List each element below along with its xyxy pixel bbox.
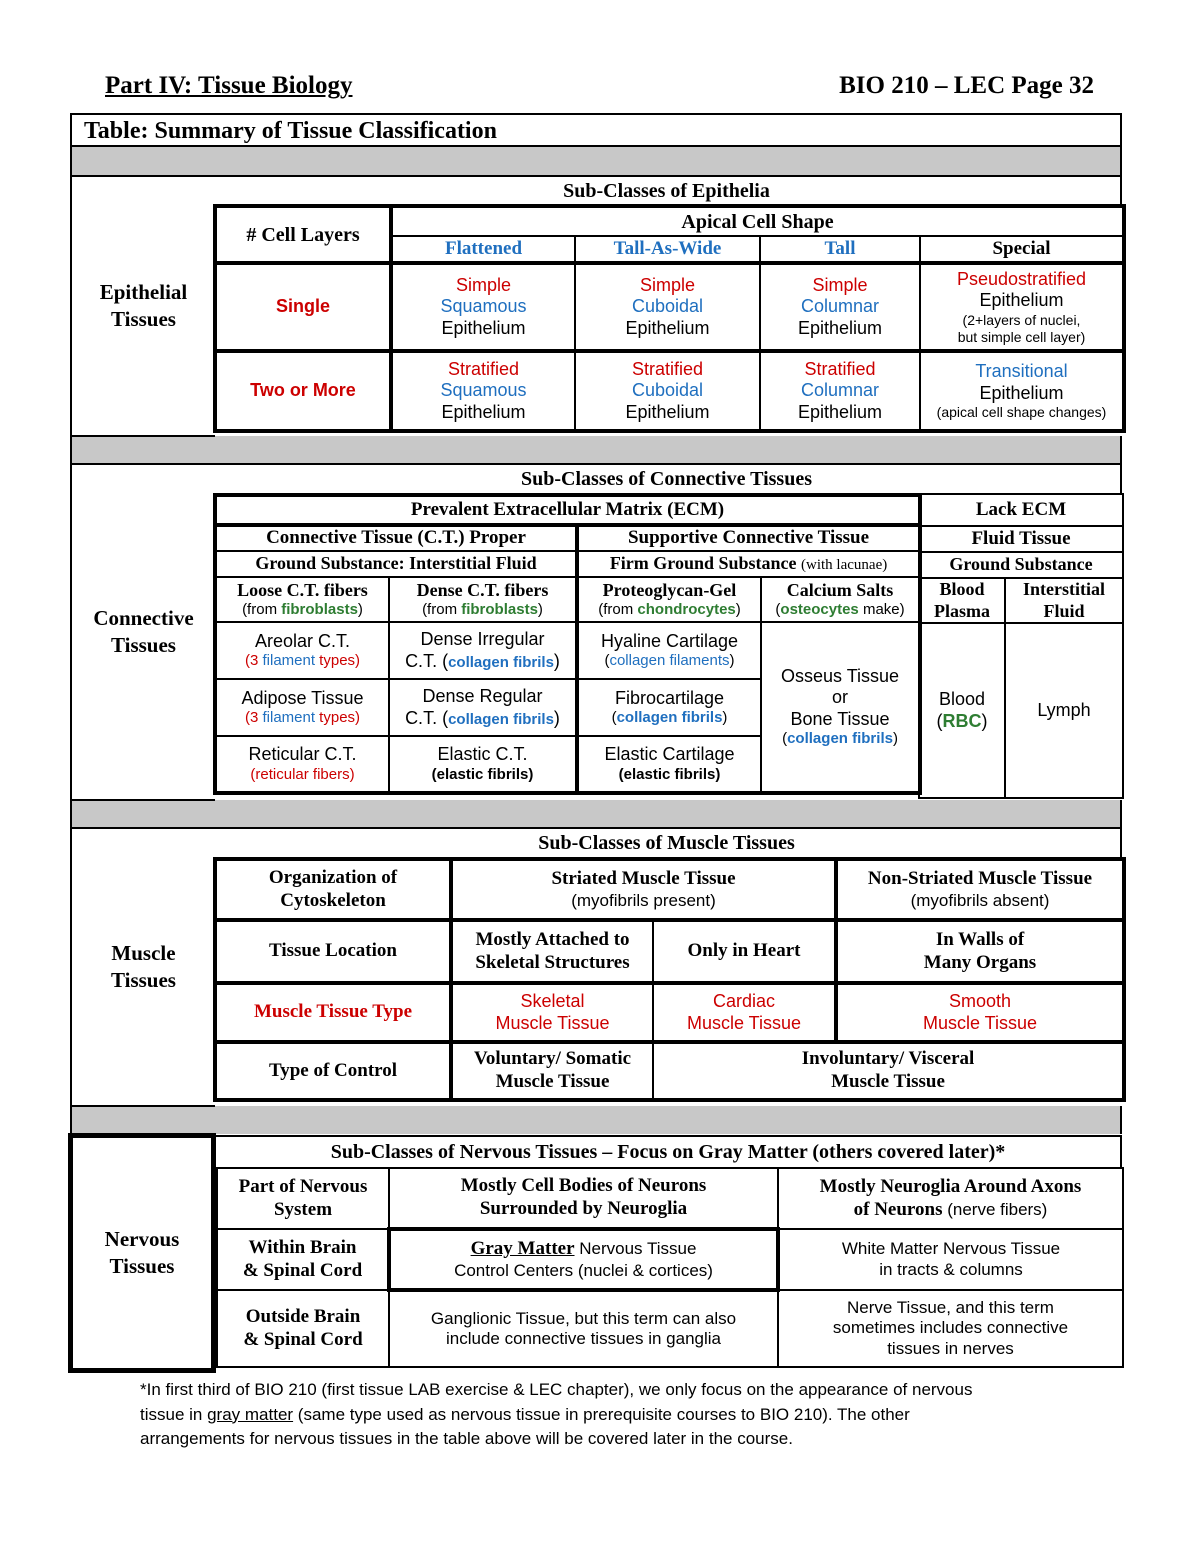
matrix-title: Calcium Salts	[786, 579, 894, 600]
label-line: Within Brain	[248, 1236, 357, 1258]
fiber-name: (elastic fibrils)	[618, 765, 721, 783]
within-brain-label	[217, 1229, 389, 1290]
lack-ecm-table	[918, 493, 1124, 799]
muscle-subtitle-row	[213, 827, 1122, 857]
note-part: types)	[315, 652, 361, 670]
tissue-name: or	[832, 687, 849, 708]
shape-word: Cuboidal	[631, 380, 704, 401]
connective-subtitle-row	[213, 463, 1122, 493]
gs-firm-header	[577, 551, 920, 577]
tissue-word: Epithelium	[441, 401, 526, 422]
shape-tall: Tall	[760, 236, 920, 263]
footnote	[140, 1378, 1130, 1452]
tissue-word: Epithelium	[441, 317, 526, 338]
fiber-name: collagen fibrils	[616, 709, 723, 727]
nervous-subtitle-row	[216, 1135, 1122, 1167]
note-part: filament	[262, 652, 316, 670]
label-line: White Matter Nervous Tissue	[841, 1239, 1061, 1259]
nervous-label	[68, 1133, 216, 1373]
transitional-cell	[920, 351, 1124, 431]
label-line: Tissues	[111, 968, 176, 992]
tissue-word: Epithelium	[979, 290, 1064, 311]
label-line: Muscle Tissue	[495, 1012, 610, 1033]
label-line: Non-Striated Muscle Tissue	[867, 867, 1093, 889]
epithelia-subtitle-row	[213, 175, 1122, 205]
ecm-table	[213, 493, 922, 795]
gray-matter-cell	[389, 1229, 778, 1290]
attached-skeletal-cell	[451, 920, 653, 983]
label-line: Plasma	[934, 600, 990, 621]
note-part: )	[722, 709, 728, 727]
fibrocartilage	[577, 679, 761, 736]
tissue-name: Dense Regular	[422, 685, 543, 706]
cell-name: RBC	[942, 710, 982, 731]
note-part: )	[357, 601, 363, 619]
ct-proper-header: Connective Tissue (C.T.) Proper	[215, 525, 577, 551]
blood-plasma	[919, 578, 1005, 623]
note-part: )	[735, 601, 741, 619]
label-line: & Spinal Cord	[242, 1259, 363, 1281]
cell-layers-header: # Cell Layers	[215, 206, 391, 263]
note-part: )	[553, 707, 560, 728]
type-word: Stratified	[631, 358, 704, 379]
label-line: Muscle Tissue	[831, 1071, 945, 1092]
label-line: Mostly Neuroglia Around Axons	[819, 1175, 1082, 1197]
tissue-name: Adipose Tissue	[241, 687, 364, 708]
note-part: )	[537, 601, 543, 619]
note-part: (	[936, 710, 943, 731]
dense-ct-fibers	[389, 577, 577, 622]
type-word: Stratified	[447, 358, 520, 379]
label-line: Organization of	[268, 866, 398, 888]
label-line: Mostly Cell Bodies of Neurons	[460, 1175, 707, 1197]
label-line: Muscle Tissue	[686, 1012, 802, 1033]
label-line: Tissues	[109, 1254, 175, 1278]
blood-tissue	[919, 623, 1005, 798]
lack-ecm-header: Lack ECM	[919, 494, 1123, 526]
ganglionic-cell	[389, 1290, 778, 1367]
gray-separator	[70, 1106, 1122, 1134]
label-line: Skeletal Structures	[475, 951, 630, 973]
footnote-line: *In first third of BIO 210 (first tissue LAB exercise & LEC chapter), we only focus on the appearance of nervous	[140, 1380, 973, 1399]
fiber-name: reticular fibers	[255, 765, 350, 783]
tissue-word: Epithelium	[625, 317, 710, 338]
note-line: Control Centers (nuclei & cortices)	[454, 1260, 713, 1280]
label-line: Many Organs	[923, 951, 1037, 973]
fiber-name: (elastic fibrils)	[431, 765, 534, 783]
note-part: (	[611, 709, 617, 727]
footnote-line: arrangements for nervous tissues in the table above will be covered later in the course.	[140, 1429, 793, 1449]
epithelial-label	[70, 175, 215, 437]
tissue-name: Elastic Cartilage	[604, 744, 735, 765]
outside-brain-label	[217, 1290, 389, 1367]
label-line: Fluid	[1043, 600, 1085, 621]
page-course-label: BIO 210 – LEC Page 32	[839, 72, 1094, 99]
dense-regular-ct	[389, 679, 577, 736]
type-word: Stratified	[804, 358, 876, 379]
note-part: C.T. (	[405, 650, 449, 671]
ground-substance-header: Ground Substance	[919, 552, 1123, 578]
involuntary-cell	[653, 1042, 1124, 1100]
table-title: Table: Summary of Tissue Classification	[70, 113, 1122, 147]
proteoglycan-gel	[577, 577, 761, 622]
calcium-salts	[761, 577, 920, 622]
tissue-name: Reticular C.T.	[248, 744, 357, 765]
two-or-more-label: Two or More	[215, 351, 391, 431]
tissue-location-label: Tissue Location	[215, 920, 451, 983]
note-part: )	[553, 650, 560, 671]
gray-separator	[70, 800, 1122, 828]
muscle-table	[213, 857, 1126, 1102]
adipose-tissue	[215, 679, 389, 736]
note-line: (myofibrils present)	[571, 890, 716, 910]
tissue-name: Elastic C.T.	[437, 744, 528, 765]
smooth-cell	[836, 983, 1124, 1042]
gray-separator	[70, 147, 1122, 176]
note-part: )	[892, 730, 898, 748]
tissue-name: Hyaline Cartilage	[600, 630, 739, 651]
cell-bodies-cell	[389, 1168, 778, 1229]
shape-word: Squamous	[440, 380, 527, 401]
note-line: (2+layers of nuclei,	[962, 311, 1081, 328]
note-line: but simple cell layer)	[957, 328, 1086, 345]
type-word: Simple	[455, 274, 512, 295]
label-line: Blood	[939, 579, 985, 599]
note-part: (	[775, 601, 781, 619]
stratified-cuboidal-cell	[575, 351, 760, 431]
tissue-word: Epithelium	[625, 401, 710, 422]
cell-name: fibroblasts	[281, 601, 358, 619]
cell-name: fibroblasts	[461, 601, 538, 619]
note-part: types)	[315, 709, 361, 727]
muscle-label	[70, 827, 215, 1107]
tissue-name: Bone Tissue	[790, 708, 890, 729]
tissue-word: Epithelium	[797, 401, 883, 422]
areolar-ct	[215, 622, 389, 679]
section-subtitle: Sub-Classes of Connective Tissues	[521, 468, 812, 490]
reticular-ct	[215, 736, 389, 793]
label-line: System	[273, 1198, 333, 1220]
label-line: Tissues	[111, 307, 176, 331]
single-layer-label: Single	[215, 263, 391, 351]
fiber-name: collagen filaments	[609, 652, 730, 670]
tissue-name: Osseus Tissue	[781, 665, 900, 686]
footnote-part: (same type used as nervous tissue in prerequisite courses to BIO 210). The other	[293, 1404, 910, 1424]
note-line: (myofibrils absent)	[910, 890, 1050, 910]
label-part: Nervous Tissue	[574, 1238, 697, 1258]
note-part: (3	[244, 709, 263, 727]
type-word: Simple	[639, 274, 696, 295]
shape-word: Columnar	[800, 296, 880, 317]
label-line: & Spinal Cord	[243, 1328, 363, 1350]
tissue-name: Blood	[938, 689, 986, 710]
note-line: sometimes includes connective	[832, 1318, 1069, 1338]
lymph-tissue: Lymph	[1005, 623, 1123, 798]
shape-flattened: Flattened	[391, 236, 575, 263]
cardiac-cell	[653, 983, 836, 1042]
label-line: Muscle Tissue	[495, 1071, 610, 1092]
note-part: (3	[244, 652, 263, 670]
note-part: (from	[422, 601, 462, 619]
note-part: C.T. (	[405, 707, 449, 728]
note-part: )	[981, 710, 988, 731]
note-part: (	[250, 765, 256, 783]
epithelia-table	[213, 204, 1126, 433]
note-part: filament	[262, 709, 316, 727]
org-cytoskeleton-label	[215, 859, 451, 920]
footnote-part: tissue in	[140, 1404, 208, 1424]
tissue-word: Epithelium	[979, 382, 1064, 403]
gs-firm-text: Firm Ground Substance	[609, 553, 797, 574]
fiber-title: Loose C.T. fibers	[237, 579, 368, 600]
note-part: (from	[598, 601, 638, 619]
note-line: Nerve Tissue, and this term	[847, 1297, 1054, 1317]
supportive-ct-header: Supportive Connective Tissue	[577, 525, 920, 551]
elastic-cartilage	[577, 736, 761, 793]
tissue-word: Epithelium	[797, 317, 883, 338]
hyaline-cartilage	[577, 622, 761, 679]
simple-squamous-cell	[391, 263, 575, 351]
label-line: Interstitial	[1023, 579, 1105, 599]
note-line: (apical cell shape changes)	[936, 404, 1107, 421]
fiber-name: collagen fibrils	[448, 710, 554, 728]
interstitial-fluid	[1005, 578, 1123, 623]
label-line: Cytoskeleton	[280, 889, 386, 911]
note-part: (	[782, 730, 788, 748]
walls-organs-cell	[836, 920, 1124, 983]
simple-cuboidal-cell	[575, 263, 760, 351]
note-line: include connective tissues in ganglia	[445, 1329, 721, 1348]
footnote-gray-matter: gray matter	[207, 1404, 294, 1424]
matrix-title: Proteoglycan-Gel	[602, 579, 737, 600]
note-part: (nerve fibers)	[942, 1199, 1048, 1219]
shape-word: Columnar	[800, 380, 880, 401]
label-line: Skeletal	[520, 990, 585, 1011]
label-line: Part of Nervous	[238, 1175, 368, 1197]
nerve-tissue-cell	[778, 1290, 1123, 1367]
fiber-name: collagen fibrils	[448, 653, 554, 671]
nervous-table	[216, 1167, 1124, 1368]
note-part: )	[729, 652, 735, 670]
shape-special: Special	[920, 236, 1124, 263]
note-part: )	[349, 765, 355, 783]
shape-tall-as-wide: Tall-As-Wide	[575, 236, 760, 263]
label-line: Muscle Tissue	[922, 1012, 1038, 1033]
note-line: Ganglionic Tissue, but this term can also	[430, 1308, 737, 1328]
fiber-title: Dense C.T. fibers	[416, 579, 549, 600]
note-part: (from	[242, 601, 282, 619]
gray-matter-term: Gray Matter	[470, 1237, 575, 1259]
loose-ct-fibers	[215, 577, 389, 622]
label-line: Surrounded by Neuroglia	[479, 1198, 688, 1219]
connective-label	[70, 463, 215, 801]
section-subtitle: Sub-Classes of Nervous Tissues – Focus on Gray Matter (others covered later)*	[330, 1141, 1006, 1163]
gs-interstitial-header: Ground Substance: Interstitial Fluid	[215, 551, 577, 577]
stratified-squamous-cell	[391, 351, 575, 431]
striated-cell	[451, 859, 836, 920]
dense-irregular-ct	[389, 622, 577, 679]
cell-name: chondrocytes	[637, 601, 736, 619]
label-line: Nervous	[104, 1226, 180, 1251]
fluid-tissue-header: Fluid Tissue	[919, 526, 1123, 552]
only-heart-cell: Only in Heart	[653, 920, 836, 983]
footnote-line	[140, 1403, 1130, 1428]
skeletal-cell	[451, 983, 653, 1042]
label-line: Connective	[93, 605, 194, 630]
tissue-name: Dense Irregular	[420, 628, 545, 649]
label-line: Epithelial	[99, 279, 188, 304]
note-line: tissues in nerves	[887, 1338, 1014, 1358]
gray-separator	[70, 436, 1122, 464]
cell-name: osteocytes	[780, 601, 859, 619]
muscle-type-label: Muscle Tissue Type	[215, 983, 451, 1042]
type-word: Pseudostratified	[956, 268, 1087, 289]
shape-word: Squamous	[440, 296, 527, 317]
osseus-tissue	[761, 622, 920, 793]
pseudostratified-cell	[920, 263, 1124, 351]
tissue-name: Areolar C.T.	[254, 630, 351, 651]
elastic-ct	[389, 736, 577, 793]
label-line: Mostly Attached to	[475, 928, 630, 950]
section-subtitle: Sub-Classes of Epithelia	[563, 180, 770, 202]
shape-word: Transitional	[975, 361, 1068, 381]
apical-shape-header: Apical Cell Shape	[391, 206, 1124, 236]
note-part: make)	[858, 601, 905, 619]
label-line: Muscle	[111, 940, 176, 965]
label-line: Outside Brain	[245, 1305, 361, 1327]
control-type-label: Type of Control	[215, 1042, 451, 1100]
section-subtitle: Sub-Classes of Muscle Tissues	[538, 832, 795, 854]
label-line: Voluntary/ Somatic	[473, 1048, 632, 1070]
type-word: Simple	[812, 274, 868, 295]
stratified-columnar-cell	[760, 351, 920, 431]
label-line: Cardiac	[712, 990, 776, 1011]
label-line: Striated Muscle Tissue	[551, 867, 736, 889]
white-matter-cell	[778, 1229, 1123, 1290]
page-section-title: Part IV: Tissue Biology	[105, 72, 353, 99]
non-striated-cell	[836, 859, 1124, 920]
prevalent-ecm-header: Prevalent Extracellular Matrix (ECM)	[215, 495, 920, 525]
part-nervous-label	[217, 1168, 389, 1229]
note-line: in tracts & columns	[879, 1259, 1023, 1279]
label-line: Tissues	[111, 633, 176, 657]
note-part: (	[604, 652, 610, 670]
tissue-name: Fibrocartilage	[614, 687, 725, 708]
simple-columnar-cell	[760, 263, 920, 351]
shape-word: Cuboidal	[631, 296, 704, 317]
gs-firm-note: (with lacunae)	[801, 557, 888, 574]
voluntary-cell	[451, 1042, 653, 1100]
label-part: of Neurons	[853, 1198, 943, 1220]
fiber-name: collagen fibrils	[787, 730, 893, 748]
label-line: In Walls of	[935, 928, 1025, 950]
neuroglia-axons-cell	[778, 1168, 1123, 1229]
label-line: Smooth	[948, 990, 1012, 1011]
label-line: Involuntary/ Visceral	[801, 1048, 975, 1070]
